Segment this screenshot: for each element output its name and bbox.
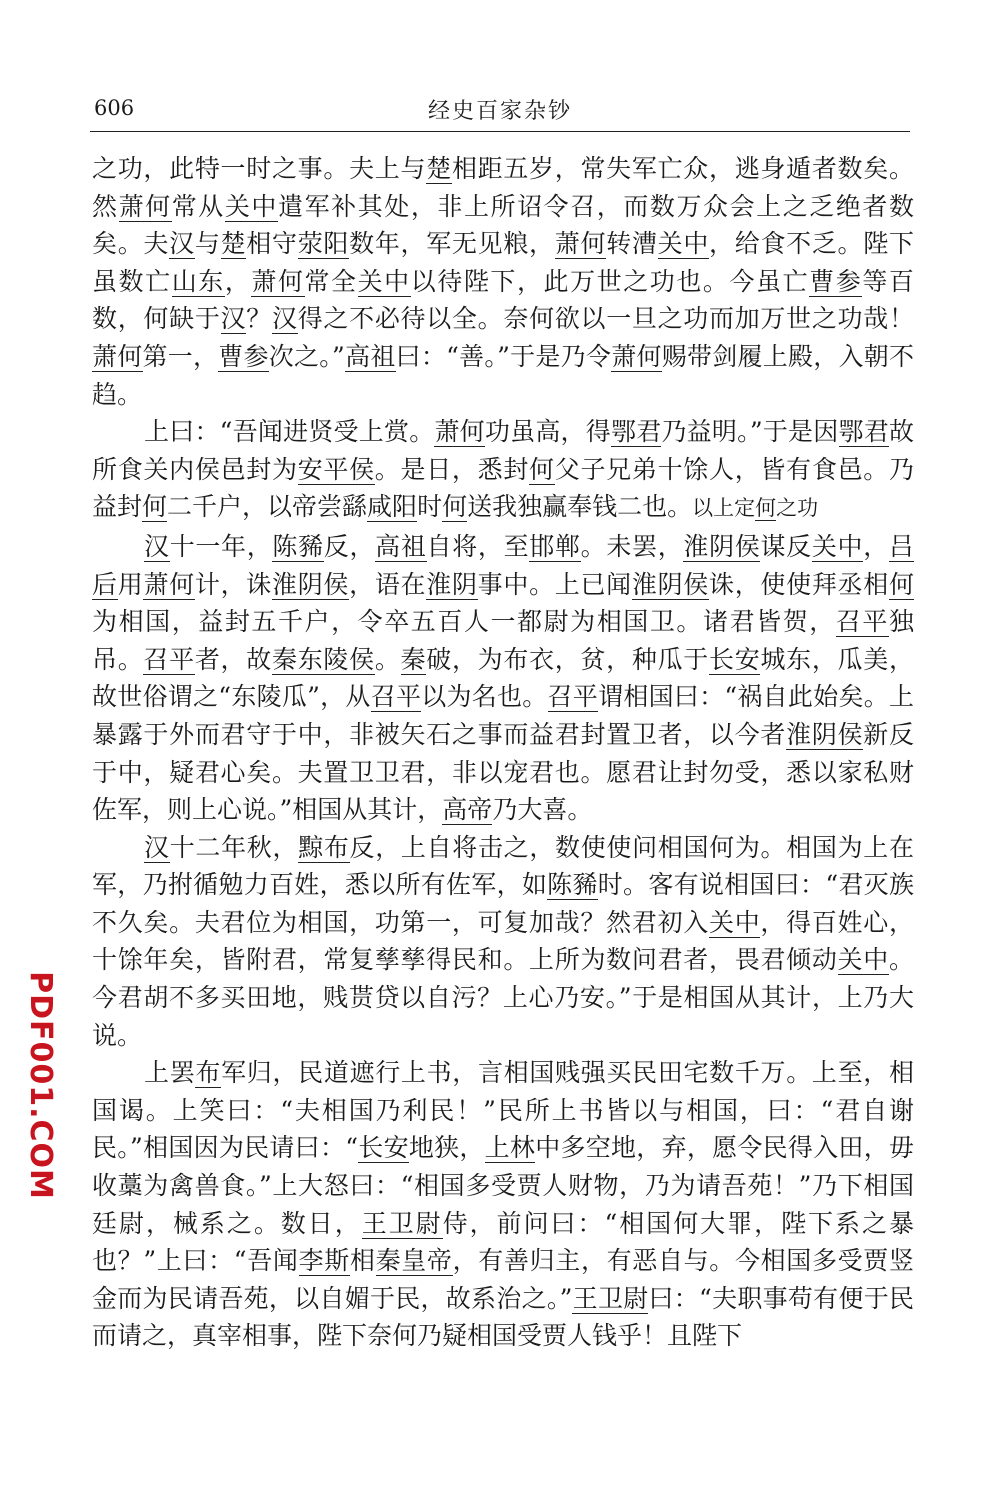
text-run: 相距五岁，常失军亡众，逃身遁者数矣。然 [92,154,914,221]
proper-noun: 关中 [224,191,278,221]
proper-noun: 秦 [271,644,298,674]
header-rule [90,131,910,132]
text-run: 相守 [246,229,298,259]
proper-noun: 王卫尉 [361,1208,443,1238]
text-run: 侍，前问曰：“相国何大罪，陛下系之暴也？”上曰：“吾闻 [92,1208,914,1276]
text-run: 军归，民道遮行上书，言相国贱强买民田宅数千万。上至，相国谒。上笑曰：“夫相国乃利民！”民所上书皆以与相国，曰：“君自谢民。”相国因为民请曰：“ [92,1058,914,1163]
proper-noun: 何 [442,492,468,522]
text-run: 地狭， [408,1133,485,1163]
text-run: 以待陛下，此万世之功也。今虽亡 [410,266,810,296]
text-run: 常从 [171,191,225,221]
running-title: 经史百家杂钞 [427,99,572,124]
proper-noun: 淮阴 [426,569,478,599]
proper-noun: 何 [529,454,555,484]
annotation-note: 之功 [776,496,819,521]
proper-noun: 布 [195,1058,222,1088]
proper-noun: 汉 [271,304,298,334]
text-run: 上罢 [144,1058,196,1088]
text-run: 事中。上已闻 [477,569,632,599]
text-run: 计，诛 [194,569,272,599]
text-run: 。今君胡不多买田地，贱贳贷以自污？上心乃安。”于是相国从其计，上乃大说。 [92,945,914,1050]
proper-noun: 萧何 [434,417,485,447]
text-run: 者，故 [194,644,272,674]
proper-noun: 关中 [837,945,889,975]
proper-noun: 关中 [709,907,761,937]
text-run: 赐带剑履上殿，入朝不趋。 [92,341,914,409]
text-run: 以为名也。 [421,682,548,712]
body-text [92,150,914,1355]
proper-noun: 吕后 [92,531,914,599]
text-run: 曰：“善。”于是乃令 [395,341,612,371]
text-run: 。 [374,644,401,674]
text-run: 功虽高，得 [484,417,611,447]
text-run: 反， [323,531,376,561]
paragraph [92,528,914,829]
proper-noun: 陈豨 [272,531,324,561]
proper-noun: 王卫尉 [572,1283,649,1313]
proper-noun: 萧何 [554,229,607,259]
proper-noun: 召平 [835,607,889,637]
proper-noun: 荥阳 [297,229,350,259]
proper-noun: 楚 [220,229,247,259]
proper-noun: 召平 [143,644,195,674]
text-run: 。是日，悉封 [374,454,530,484]
proper-noun: 萧何 [92,341,143,371]
text-run: ， [224,266,252,296]
text-run: 常全 [304,266,358,296]
proper-noun: 高祖 [344,341,396,371]
text-run: 十一年， [169,531,273,561]
text-run: ，得百姓心，十馀年矣，皆附君，常复孳孳得民和。上所为数问君者，畏君倾动 [92,907,914,975]
proper-noun: 召平 [547,682,599,712]
proper-noun: 高帝 [442,795,493,825]
text-run: 等百数，何缺于 [92,266,914,334]
proper-noun: 秦 [400,644,427,674]
proper-noun: 秦皇帝 [375,1246,453,1276]
text-run: 用 [117,569,144,599]
text-run: 乃大喜。 [492,795,593,825]
paragraph [92,150,914,413]
text-run: 乃益明。”于是因 [661,417,839,447]
proper-noun: 关中 [657,229,710,259]
text-run: ， [863,531,889,561]
text-run: 自将，至 [426,531,530,561]
proper-noun: 长安 [709,644,761,674]
text-run: 送我独赢奉钱二也。 [467,492,693,522]
proper-noun: 邯郸 [529,531,581,561]
text-run: 故所食关内侯邑封为 [92,417,914,484]
page-number: 606 [94,96,135,120]
proper-noun: 高祖 [375,531,427,561]
text-run: 上曰：“吾闻进贤受上赏。 [144,417,435,447]
text-run: ，给食不乏。陛下虽数亡 [92,229,914,296]
proper-noun: 汉 [220,304,247,334]
proper-noun: 鄂君 [611,417,662,447]
text-run: 为相国，益封五千户，令卒五百人一都尉为相国卫。诸君皆贺， [92,607,836,637]
proper-noun: 淮阴侯 [786,719,864,749]
proper-noun: 咸阳 [367,492,418,522]
proper-noun: 曹参 [218,341,269,371]
text-run: 谓相国曰：“祸自此始矣。上暴露于外而君守于中，非被矢石之事而益君封置卫者，以今者 [92,682,914,749]
proper-noun: 汉 [144,531,170,561]
proper-noun: 楚 [426,154,452,183]
proper-noun: 何 [888,569,914,599]
text-run: 诛，使使拜丞相 [709,569,889,599]
paragraph [92,413,914,528]
proper-noun: 关中 [811,531,864,561]
proper-noun: 萧何 [118,191,172,221]
proper-noun: 淮阴侯 [683,531,761,561]
text-run: ，有善归主，有恶自与。今相国多受贾竖金而为民请吾苑，以自媚于民，故系治之。” [92,1246,914,1313]
text-run: 相 [349,1246,376,1276]
proper-noun: 萧何 [143,569,195,599]
text-run: 次之。” [268,341,345,371]
text-run: 反，上自将击之，数使使问相国何为。相国为上在军，乃拊循勉力百姓，悉以所有佐军，如 [92,832,914,900]
proper-noun: 曹参 [809,266,863,296]
text-run: ？ [246,304,272,334]
proper-noun: 召平 [370,682,422,712]
page-header [90,90,910,130]
proper-noun: 东陵侯 [297,644,375,674]
text-run: 独吊。 [92,607,914,674]
proper-noun: 上林 [484,1133,536,1163]
proper-noun: 陈豨 [547,870,598,900]
text-run: 曰：“夫职事苟有便于民而请之，真宰相事，陛下奈何乃疑相国受贾人钱乎！且陛下 [92,1283,914,1351]
text-run: 谋反 [760,531,812,561]
proper-noun: 汉 [144,832,170,862]
text-run: 时 [417,492,443,522]
annotation-note: 以上定 [692,496,756,521]
proper-noun: 鄂君 [838,417,889,447]
proper-noun: 何 [142,492,168,522]
text-run: 城东，瓜美，故世俗谓之“东陵瓜”，从 [92,644,914,712]
proper-noun: 黥布 [298,832,350,862]
proper-noun: 萧何 [251,266,305,296]
watermark-text: PDF001.COM [22,970,58,1200]
text-run: 中多空地，弃，愿令民得入田，毋收藁为禽兽食。”上大怒曰：“相国多受贾人财物，乃为请吾苑！”乃下相国廷尉，械系之。数日， [92,1133,914,1238]
proper-noun: 淮阴侯 [271,569,350,599]
text-run: 遣军补其处，非上所诏令召，而数万众会上之乏绝者数矣。夫 [92,191,914,259]
text-run: 破，为布衣，贫，种瓜于 [426,644,710,674]
text-run: ，语在 [349,569,427,599]
paragraph [92,829,914,1055]
proper-noun: 李斯 [298,1246,350,1276]
text-run: 得之不必待以全。奈何欲以一旦之功而加万世之功哉！ [297,304,914,334]
proper-noun: 安平侯 [297,454,375,484]
proper-noun: 淮阴侯 [631,569,710,599]
text-run: 第一， [142,341,219,371]
text-run: 转漕 [606,229,658,259]
proper-noun: 何 [755,496,777,521]
text-run: 与 [194,229,221,259]
text-run: 十二年秋， [169,832,299,862]
proper-noun: 长安 [358,1133,409,1163]
text-run: 。未罢， [580,531,684,561]
text-run: 二千户，以帝尝繇 [167,492,368,522]
proper-noun: 关中 [357,266,411,296]
proper-noun: 汉 [169,229,195,259]
proper-noun: 萧何 [611,341,662,371]
text-run: 之功，此特一时之事。夫上与 [92,154,427,183]
text-run: 新反于中，疑君心矣。夫置卫卫君，非以宠君也。愿君让封勿受，悉以家私财佐军，则上心说。”相国从其计， [92,719,914,825]
text-run: 父子兄弟十馀人，皆有食邑。乃益封 [92,454,914,522]
watermark [15,970,65,1200]
text-run: 数年，军无见粮， [349,229,555,259]
paragraph [92,1054,914,1355]
proper-noun: 山东 [171,266,225,296]
text-run: 时。客有说相国曰：“君灭族不久矣。夫君位为相国，功第一，可复加哉？然君初入 [92,870,914,937]
